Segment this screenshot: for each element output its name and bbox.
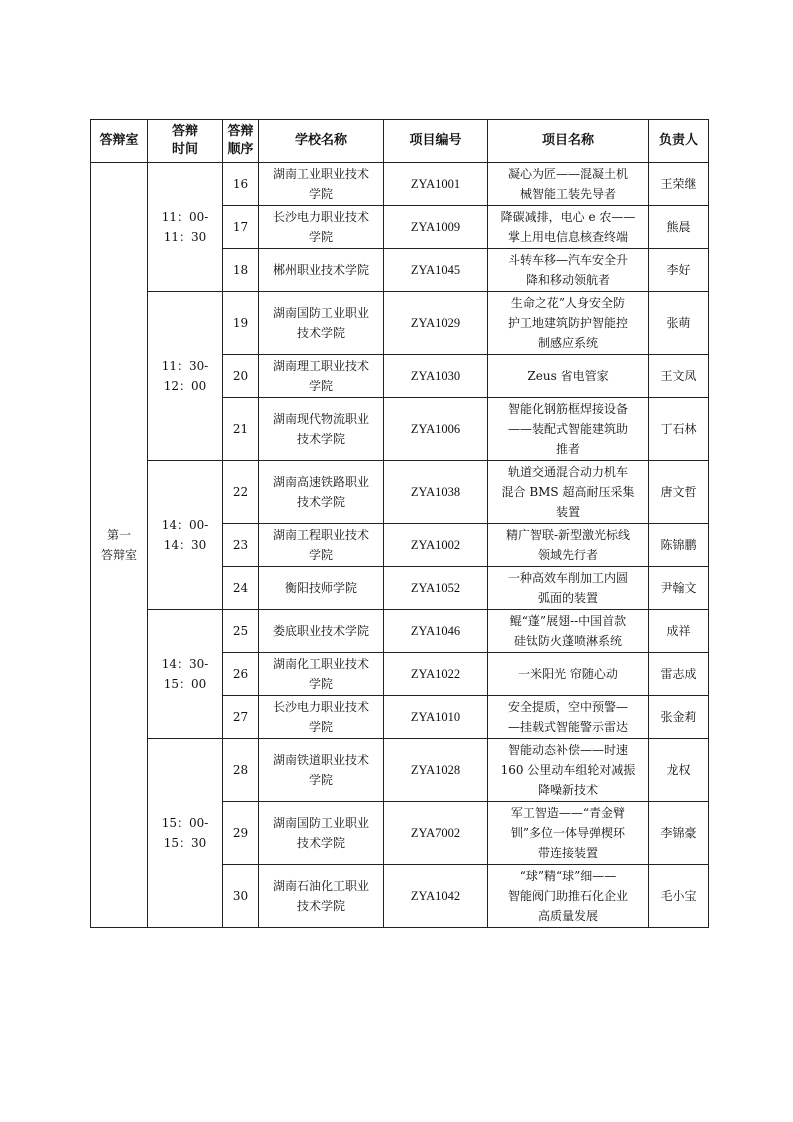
order-cell: 21	[223, 398, 259, 461]
project-name-cell: 安全提质，空中预警— —挂载式智能警示雷达	[488, 696, 649, 739]
project-name-cell: 精广智联-新型激光标线 领域先行者	[488, 524, 649, 567]
project-name-cell: 生命之花”人身安全防 护工地建筑防护智能控 制感应系统	[488, 292, 649, 355]
project-code-cell: ZYA1028	[384, 739, 488, 802]
project-name-cell: 军工智造——“青金臂 钏”多位一体导弹楔环 带连接装置	[488, 802, 649, 865]
school-cell: 湖南理工职业技术 学院	[259, 355, 384, 398]
time-slot-cell: 14：30- 15：00	[148, 610, 223, 739]
project-code-cell: ZYA1046	[384, 610, 488, 653]
leader-cell: 唐文哲	[649, 461, 709, 524]
leader-cell: 毛小宝	[649, 865, 709, 928]
leader-cell: 成祥	[649, 610, 709, 653]
time-slot-cell: 14：00- 14：30	[148, 461, 223, 610]
project-code-cell: ZYA1029	[384, 292, 488, 355]
leader-cell: 雷志成	[649, 653, 709, 696]
leader-cell: 王文凤	[649, 355, 709, 398]
project-code-cell: ZYA1006	[384, 398, 488, 461]
project-code-cell: ZYA1030	[384, 355, 488, 398]
project-name-cell: 鲲“蓬”展翅--中国首款 硅钛防火蓬喷淋系统	[488, 610, 649, 653]
schedule-table	[90, 119, 709, 928]
leader-cell: 李锦豪	[649, 802, 709, 865]
project-name-cell: “球”精“球”细—— 智能阀门助推石化企业 高质量发展	[488, 865, 649, 928]
header-cell: 答辩 时间	[148, 120, 223, 163]
table-row	[91, 739, 709, 802]
school-cell: 娄底职业技术学院	[259, 610, 384, 653]
school-cell: 长沙电力职业技术 学院	[259, 696, 384, 739]
leader-cell: 丁石林	[649, 398, 709, 461]
project-code-cell: ZYA1009	[384, 206, 488, 249]
project-code-cell: ZYA1001	[384, 163, 488, 206]
school-cell: 湖南化工职业技术 学院	[259, 653, 384, 696]
school-cell: 长沙电力职业技术 学院	[259, 206, 384, 249]
school-cell: 郴州职业技术学院	[259, 249, 384, 292]
order-cell: 19	[223, 292, 259, 355]
leader-cell: 张萌	[649, 292, 709, 355]
order-cell: 24	[223, 567, 259, 610]
leader-cell: 陈锦鹏	[649, 524, 709, 567]
order-cell: 20	[223, 355, 259, 398]
project-code-cell: ZYA7002	[384, 802, 488, 865]
project-name-cell: 斗转车移—汽车安全升 降和移动领航者	[488, 249, 649, 292]
order-cell: 22	[223, 461, 259, 524]
leader-cell: 王荣继	[649, 163, 709, 206]
project-name-cell: 智能化钢筋框焊接设备 ——装配式智能建筑助 推者	[488, 398, 649, 461]
header-cell: 学校名称	[259, 120, 384, 163]
table-row	[91, 610, 709, 653]
project-code-cell: ZYA1042	[384, 865, 488, 928]
school-cell: 湖南国防工业职业 技术学院	[259, 292, 384, 355]
project-code-cell: ZYA1002	[384, 524, 488, 567]
schedule-body	[91, 163, 709, 928]
order-cell: 25	[223, 610, 259, 653]
project-name-cell: 一米阳光 帘随心动	[488, 653, 649, 696]
header-cell: 答辩室	[91, 120, 148, 163]
school-cell: 湖南国防工业职业 技术学院	[259, 802, 384, 865]
project-name-cell: 智能动态补偿——时速 160 公里动车组轮对减振 降噪新技术	[488, 739, 649, 802]
project-name-cell: 凝心为匠——混凝土机 械智能工装先导者	[488, 163, 649, 206]
leader-cell: 张金莉	[649, 696, 709, 739]
header-cell: 项目名称	[488, 120, 649, 163]
order-cell: 18	[223, 249, 259, 292]
room-cell: 第一 答辩室	[91, 163, 148, 928]
time-slot-cell: 11：00- 11：30	[148, 163, 223, 292]
project-name-cell: Zeus 省电管家	[488, 355, 649, 398]
school-cell: 湖南石油化工职业 技术学院	[259, 865, 384, 928]
school-cell: 衡阳技师学院	[259, 567, 384, 610]
project-name-cell: 降碳减排，电心 e 农—— 掌上用电信息核查终端	[488, 206, 649, 249]
table-row	[91, 163, 709, 206]
order-cell: 23	[223, 524, 259, 567]
leader-cell: 李好	[649, 249, 709, 292]
order-cell: 16	[223, 163, 259, 206]
leader-cell: 熊晨	[649, 206, 709, 249]
order-cell: 29	[223, 802, 259, 865]
table-row	[91, 292, 709, 355]
header-row	[91, 120, 709, 163]
header-cell: 负责人	[649, 120, 709, 163]
order-cell: 30	[223, 865, 259, 928]
order-cell: 28	[223, 739, 259, 802]
order-cell: 27	[223, 696, 259, 739]
school-cell: 湖南工业职业技术 学院	[259, 163, 384, 206]
time-slot-cell: 15：00- 15：30	[148, 739, 223, 928]
time-slot-cell: 11：30- 12：00	[148, 292, 223, 461]
school-cell: 湖南铁道职业技术 学院	[259, 739, 384, 802]
project-code-cell: ZYA1052	[384, 567, 488, 610]
header-cell: 项目编号	[384, 120, 488, 163]
order-cell: 17	[223, 206, 259, 249]
project-name-cell: 轨道交通混合动力机车 混合 BMS 超高耐压采集 装置	[488, 461, 649, 524]
project-code-cell: ZYA1045	[384, 249, 488, 292]
project-code-cell: ZYA1038	[384, 461, 488, 524]
table-row	[91, 461, 709, 524]
school-cell: 湖南工程职业技术 学院	[259, 524, 384, 567]
header-cell: 答辩 顺序	[223, 120, 259, 163]
project-code-cell: ZYA1022	[384, 653, 488, 696]
leader-cell: 尹翰文	[649, 567, 709, 610]
school-cell: 湖南高速铁路职业 技术学院	[259, 461, 384, 524]
order-cell: 26	[223, 653, 259, 696]
school-cell: 湖南现代物流职业 技术学院	[259, 398, 384, 461]
project-code-cell: ZYA1010	[384, 696, 488, 739]
leader-cell: 龙权	[649, 739, 709, 802]
project-name-cell: 一种高效车削加工内圆 弧面的装置	[488, 567, 649, 610]
